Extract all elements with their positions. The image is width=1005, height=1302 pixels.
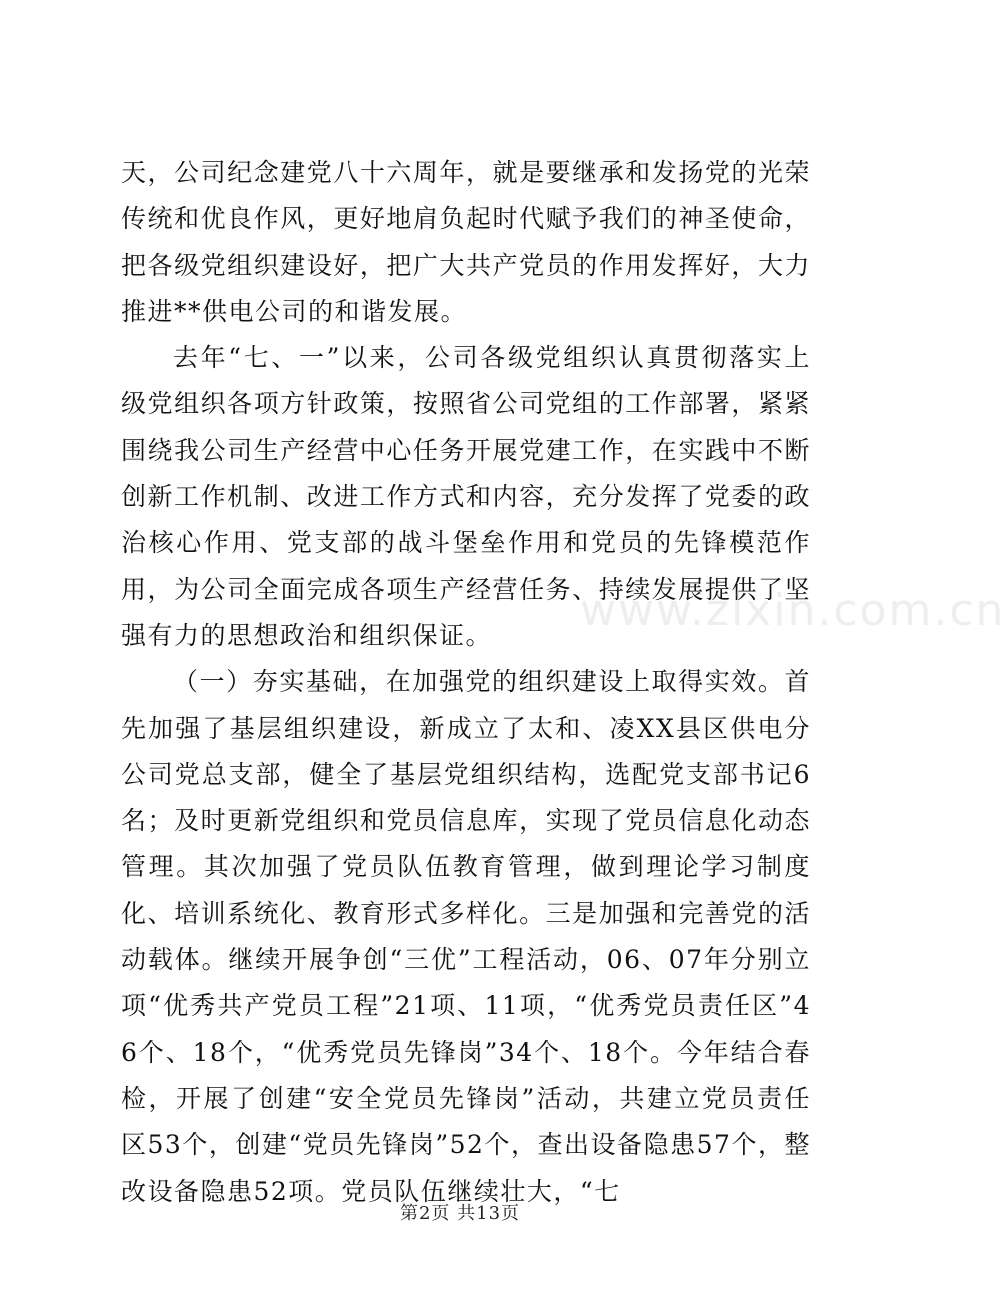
page-footer: 第2页 共13页: [399, 1203, 521, 1224]
paragraph-3: （一）夯实基础，在加强党的组织建设上取得实效。首先加强了基层组织建设，新成立了太和、凌XX县区供电分公司党总支部，健全了基层党组织结构，选配党支部书记6名；及时更新党组织和党员信息库，实现了党员信息化动态管理。其次加强了党员队伍教育管理，做到理论学习制度化、培训系统化、教育形式多样化。三是加强和完善党的活动载体。继续开展争创“三优”工程活动，06、07年分别立项“优秀共产党员工程”21项、11项，“优秀党员责任区”46个、18个，“优秀党员先锋岗”34个、18个。今年结合春检，开展了创建“安全党员先锋岗”活动，共建立党员责任区53个，创建“党员先锋岗”52个，查出设备隐患57个，整改设备隐患52项。党员队伍继续壮大，“七: [121, 667, 811, 1206]
watermark: www.zixin.com.cn: [580, 585, 1005, 636]
document-body: [121, 150, 811, 1215]
paragraph-1: 天，公司纪念建党八十六周年，就是要继承和发扬党的光荣传统和优良作风，更好地肩负起时代赋予我们的神圣使命，把各级党组织建设好，把广大共产党员的作用发挥好，大力推进**供电公司的和谐发展。: [121, 158, 811, 326]
paragraph-2: 去年“七、一”以来，公司各级党组织认真贯彻落实上级党组织各项方针政策，按照省公司党组的工作部署，紧紧围绕我公司生产经营中心任务开展党建工作，在实践中不断创新工作机制、改进工作方式和内容，充分发挥了党委的政治核心作用、党支部的战斗堡垒作用和党员的先锋模范作用，为公司全面完成各项生产经营任务、持续发展提供了坚强有力的思想政治和组织保证。: [121, 343, 811, 650]
